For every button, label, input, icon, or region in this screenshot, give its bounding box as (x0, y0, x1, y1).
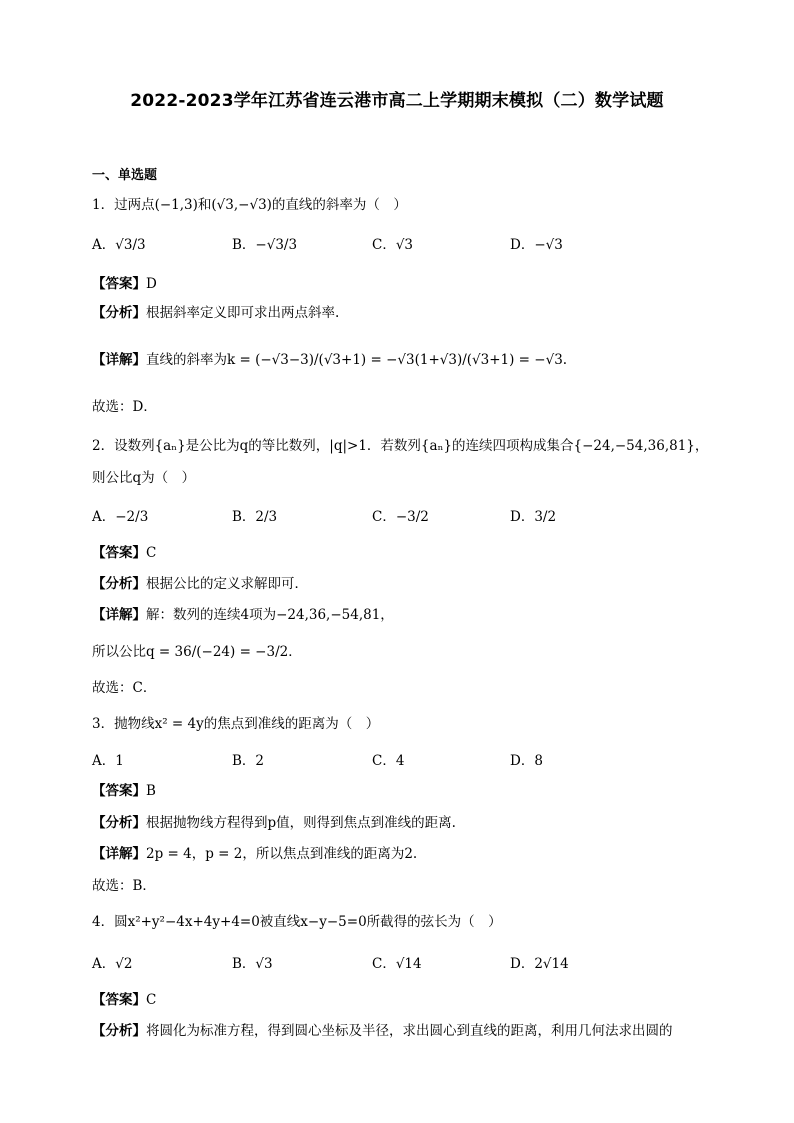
q1-option-a: A．√3/3 (92, 237, 146, 253)
q4-option-d: D．2√14 (510, 956, 569, 972)
q1-detail-row (92, 348, 567, 368)
q2-stem-line1: 2．设数列{aₙ}是公比为q的等比数列，|q|>1．若数列{aₙ}的连续四项构成集合{−24,−54,36,81}， (92, 438, 709, 454)
q1-answer-row (92, 272, 157, 292)
detail-tag: 【详解】 (92, 352, 146, 368)
q1-option-c: C．√3 (372, 237, 414, 253)
analysis-tag: 【分析】 (92, 576, 146, 592)
q1-detail: 直线的斜率为k = (−√3−3)/(√3+1) = −√3(1+√3)/(√3+1) = −√3. (146, 352, 568, 368)
q4-option-c: C．√14 (372, 956, 422, 972)
q3-detail-row (92, 842, 417, 862)
q3-option-d: D．8 (510, 753, 543, 769)
q3-stem: 3．抛物线x² = 4y的焦点到准线的距离为（ ） (92, 716, 380, 732)
q4-option-a: A．√2 (92, 956, 133, 972)
q4-stem: 4．圆x²+y²−4x+4y+4=0被直线x−y−5=0所截得的弦长为（ ） (92, 914, 502, 930)
q3-conclusion: 故选：B． (92, 878, 156, 894)
detail-tag: 【详解】 (92, 607, 146, 623)
q2-option-b: B．2/3 (232, 509, 278, 525)
answer-tag: 【答案】 (92, 992, 146, 1008)
q1-analysis-row (92, 301, 339, 321)
section-heading: 一、单选题 (92, 168, 158, 183)
q2-stem-line2: 则公比q为（ ） (92, 470, 196, 486)
q3-answer: B (146, 783, 156, 799)
q3-analysis: 根据抛物线方程得到p值，则得到焦点到准线的距离. (146, 815, 456, 831)
q2-analysis: 根据公比的定义求解即可． (146, 576, 308, 592)
q3-answer-row (92, 779, 156, 799)
answer-tag: 【答案】 (92, 783, 146, 799)
answer-tag: 【答案】 (92, 276, 146, 292)
q3-option-a: A．1 (92, 753, 124, 769)
analysis-tag: 【分析】 (92, 305, 146, 321)
q3-option-b: B．2 (232, 753, 265, 769)
q2-option-c: C．−3/2 (372, 509, 429, 525)
detail-tag: 【详解】 (92, 846, 146, 862)
q1-analysis: 根据斜率定义即可求出两点斜率. (146, 305, 340, 321)
q4-answer-row (92, 988, 156, 1008)
analysis-tag: 【分析】 (92, 815, 146, 831)
q2-analysis-row (92, 572, 308, 592)
analysis-tag: 【分析】 (92, 1023, 146, 1039)
q2-option-a: A．−2/3 (92, 509, 149, 525)
q3-option-c: C．4 (372, 753, 405, 769)
q2-detail-line2: 所以公比q = 36/(−24) = −3/2． (92, 644, 302, 660)
q4-option-b: B．√3 (232, 956, 273, 972)
q3-detail: 2p = 4，p = 2，所以焦点到准线的距离为2. (146, 846, 418, 862)
answer-tag: 【答案】 (92, 545, 146, 561)
q3-analysis-row (92, 811, 456, 831)
q2-conclusion: 故选：C． (92, 680, 157, 696)
q1-option-d: D．−√3 (510, 237, 563, 253)
q2-answer-row (92, 541, 156, 561)
q2-answer: C (146, 545, 157, 561)
q4-analysis-row (92, 1019, 673, 1039)
page-title: 2022-2023学年江苏省连云港市高二上学期期末模拟（二）数学试题 (130, 91, 664, 111)
q1-stem: 1．过两点(−1,3)和(√3,−√3)的直线的斜率为（ ） (92, 197, 407, 213)
q4-analysis: 将圆化为标准方程，得到圆心坐标及半径，求出圆心到直线的距离，利用几何法求出圆的 (146, 1023, 673, 1039)
q4-answer: C (146, 992, 157, 1008)
q1-conclusion: 故选：D． (92, 399, 157, 415)
q2-option-d: D．3/2 (510, 509, 557, 525)
q2-detail-row (92, 603, 394, 623)
q1-option-b: B．−√3/3 (232, 237, 298, 253)
q1-answer: D (146, 276, 157, 292)
q2-detail: 解：数列的连续4项为−24,36,−54,81， (146, 607, 394, 623)
